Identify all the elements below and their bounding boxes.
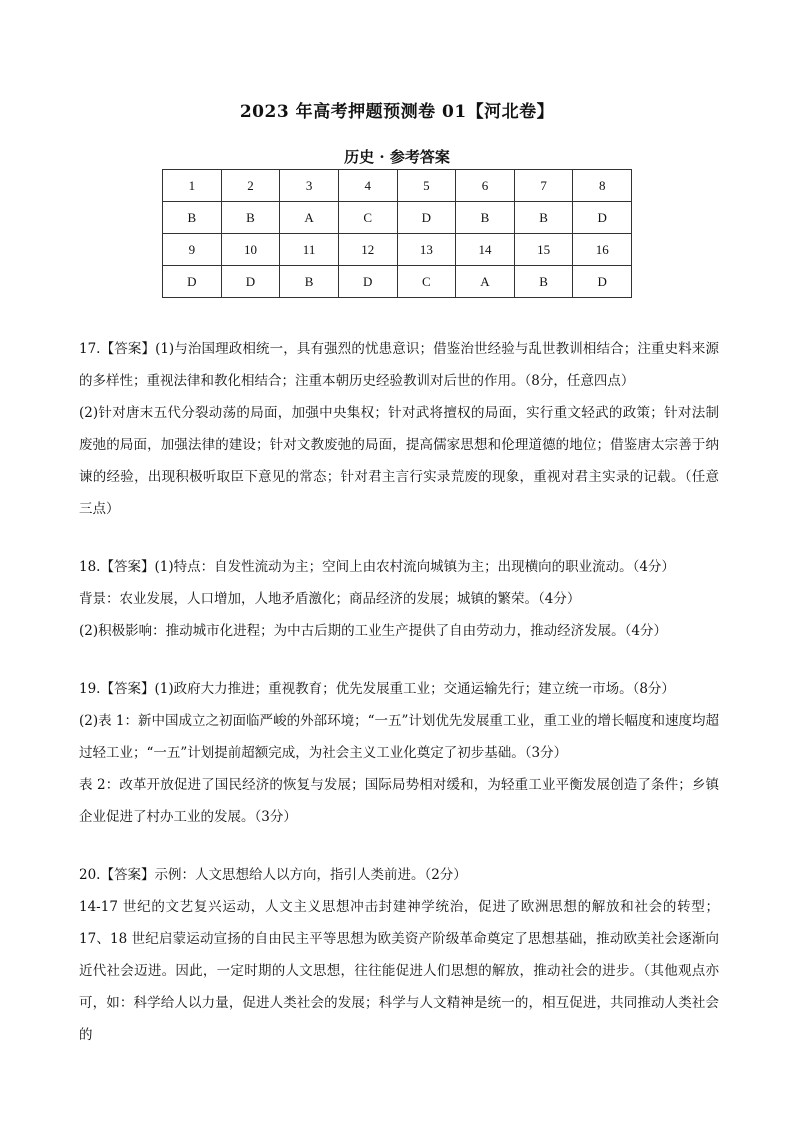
q20-body: 14-17 世纪的文艺复兴运动，人文主义思想冲击封建神学统治，促进了欧洲思想的解放和社会的转型；17、18 世纪启蒙运动宣扬的自由民主平等思想为欧美资产阶级革命奠定了思想基础，推动欧美社会逐渐向近代社会迈进。因此，一定时期的人文思想，往往能促进人们思想的解放，推动社会的进步。（其他观点亦可，如：科学给人以力量，促进人类社会的发展；科学与人文精神是统一的，相互促进，共同推动人类社会的: [79, 899, 719, 1043]
table-cell: B: [280, 266, 339, 298]
q19-table1: (2)表 1：新中国成立之初面临严峻的外部环境；“一五”计划优先发展重工业，重工业的增长幅度和速度均超过轻工业；“一五”计划提前超额完成，为社会主义工业化奠定了初步基础。（3分）: [79, 713, 719, 761]
table-row: [163, 170, 632, 202]
q17-part1: 17.【答案】(1)与治国理政相统一，具有强烈的忧患意识；借鉴治世经验与乱世教训相结合；注重史料来源的多样性；重视法律和教化相结合；注重本朝历史经验教训对后世的作用。（8分，任意四点）: [79, 341, 719, 389]
q18-part1: 18.【答案】(1)特点：自发性流动为主；空间上由农村流向城镇为主；出现横向的职业流动。（4分）: [79, 559, 675, 575]
table-cell: B: [514, 202, 573, 234]
q20-example: 20.【答案】示例：人文思想给人以方向，指引人类前进。（2分）: [79, 867, 467, 883]
table-cell: D: [338, 266, 397, 298]
table-cell: 2: [221, 170, 280, 202]
table-cell: B: [514, 266, 573, 298]
table-cell: 11: [280, 234, 339, 266]
table-row: [163, 266, 632, 298]
q17-part2: (2)针对唐末五代分裂动荡的局面，加强中央集权；针对武将擅权的局面，实行重文轻武的政策；针对法制废弛的局面，加强法律的建设；针对文教废弛的局面，提高儒家思想和伦理道德的地位；借鉴唐太宗善于纳谏的经验，出现积极听取臣下意见的常态；针对君主言行实录荒废的现象，重视对君主实录的记载。（任意三点）: [79, 405, 719, 517]
table-cell: 10: [221, 234, 280, 266]
table-cell: 5: [397, 170, 456, 202]
answer-table: [162, 169, 632, 298]
table-cell: 8: [573, 170, 632, 202]
document-subtitle: 历史 · 参考答案: [344, 148, 450, 166]
table-cell: D: [573, 266, 632, 298]
table-cell: 3: [280, 170, 339, 202]
table-cell: C: [338, 202, 397, 234]
q19-part1: 19.【答案】(1)政府大力推进；重视教育；优先发展重工业；交通运输先行；建立统一市场。（8分）: [79, 681, 675, 697]
table-cell: 7: [514, 170, 573, 202]
q18-part2: (2)积极影响：推动城市化进程；为中古后期的工业生产提供了自由劳动力，推动经济发展。（4分）: [79, 623, 667, 639]
table-cell: 13: [397, 234, 456, 266]
document-title: 2023 年高考押题预测卷 01【河北卷】: [239, 102, 555, 122]
q18-background: 背景：农业发展，人口增加，人地矛盾激化；商品经济的发展；城镇的繁荣。（4分）: [79, 591, 581, 607]
table-row: [163, 234, 632, 266]
q19-table2: 表 2：改革开放促进了国民经济的恢复与发展；国际局势相对缓和，为轻重工业平衡发展创造了条件；乡镇企业促进了村办工业的发展。（3分）: [79, 777, 719, 825]
table-cell: D: [397, 202, 456, 234]
table-cell: D: [221, 266, 280, 298]
table-cell: 14: [456, 234, 515, 266]
table-cell: 9: [163, 234, 222, 266]
table-cell: 4: [338, 170, 397, 202]
table-cell: A: [456, 266, 515, 298]
table-cell: A: [280, 202, 339, 234]
table-cell: 16: [573, 234, 632, 266]
table-cell: 12: [338, 234, 397, 266]
answer-body: [79, 333, 719, 1051]
table-cell: B: [163, 202, 222, 234]
table-row: [163, 202, 632, 234]
table-cell: D: [573, 202, 632, 234]
table-cell: 1: [163, 170, 222, 202]
table-cell: C: [397, 266, 456, 298]
table-cell: B: [456, 202, 515, 234]
table-cell: B: [221, 202, 280, 234]
table-cell: D: [163, 266, 222, 298]
table-cell: 6: [456, 170, 515, 202]
table-cell: 15: [514, 234, 573, 266]
